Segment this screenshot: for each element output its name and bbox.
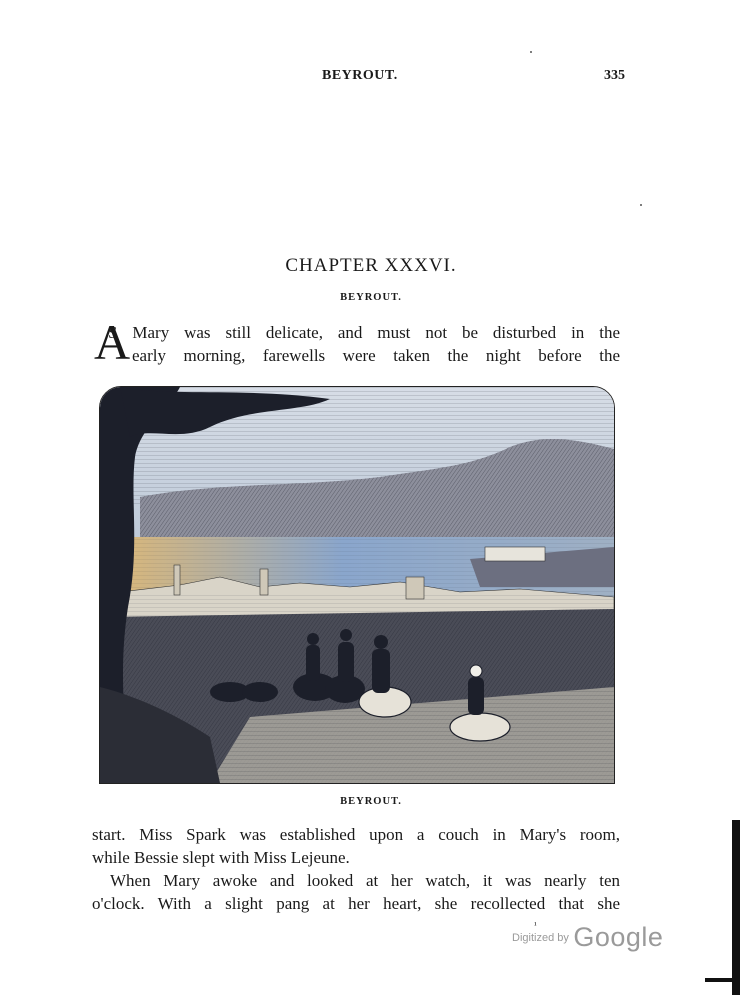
illustration-caption: BEYROUT. <box>340 796 402 807</box>
page-edge-mark <box>705 978 735 982</box>
page-edge-mark <box>732 820 740 995</box>
chapter-title: CHAPTER XXXVI. <box>285 255 457 276</box>
minaret <box>174 565 180 595</box>
illustration-plate <box>99 386 615 784</box>
distant-buildings <box>485 547 545 561</box>
speck <box>530 51 532 53</box>
google-logo: Google <box>573 922 664 952</box>
text-line-3: start. Miss Spark was established upon a couch in Mary's room, <box>92 825 620 844</box>
digitized-watermark <box>512 922 663 953</box>
text-line-6: o'clock. With a slight pang at her heart, she recollected that she <box>92 894 620 913</box>
text-line-2: early morning, farewells were taken the night before the <box>132 346 620 365</box>
digitized-label: Digitized by <box>512 932 569 944</box>
tower <box>260 569 268 595</box>
fort <box>406 577 424 599</box>
text-line-1: S Mary was still delicate, and must not be disturbed in the <box>108 323 620 342</box>
drop-cap: A <box>94 314 131 370</box>
beyrout-engraving <box>100 387 614 783</box>
text-line-4: while Bessie slept with Miss Lejeune. <box>92 848 350 867</box>
chapter-subtitle: BEYROUT. <box>340 292 402 303</box>
speck <box>640 204 642 206</box>
text-line-5: When Mary awoke and looked at her watch, it was nearly ten <box>110 871 620 890</box>
running-head: BEYROUT. <box>322 68 398 83</box>
page-number: 335 <box>604 68 625 83</box>
footnote-mark: ¹ <box>534 920 537 930</box>
